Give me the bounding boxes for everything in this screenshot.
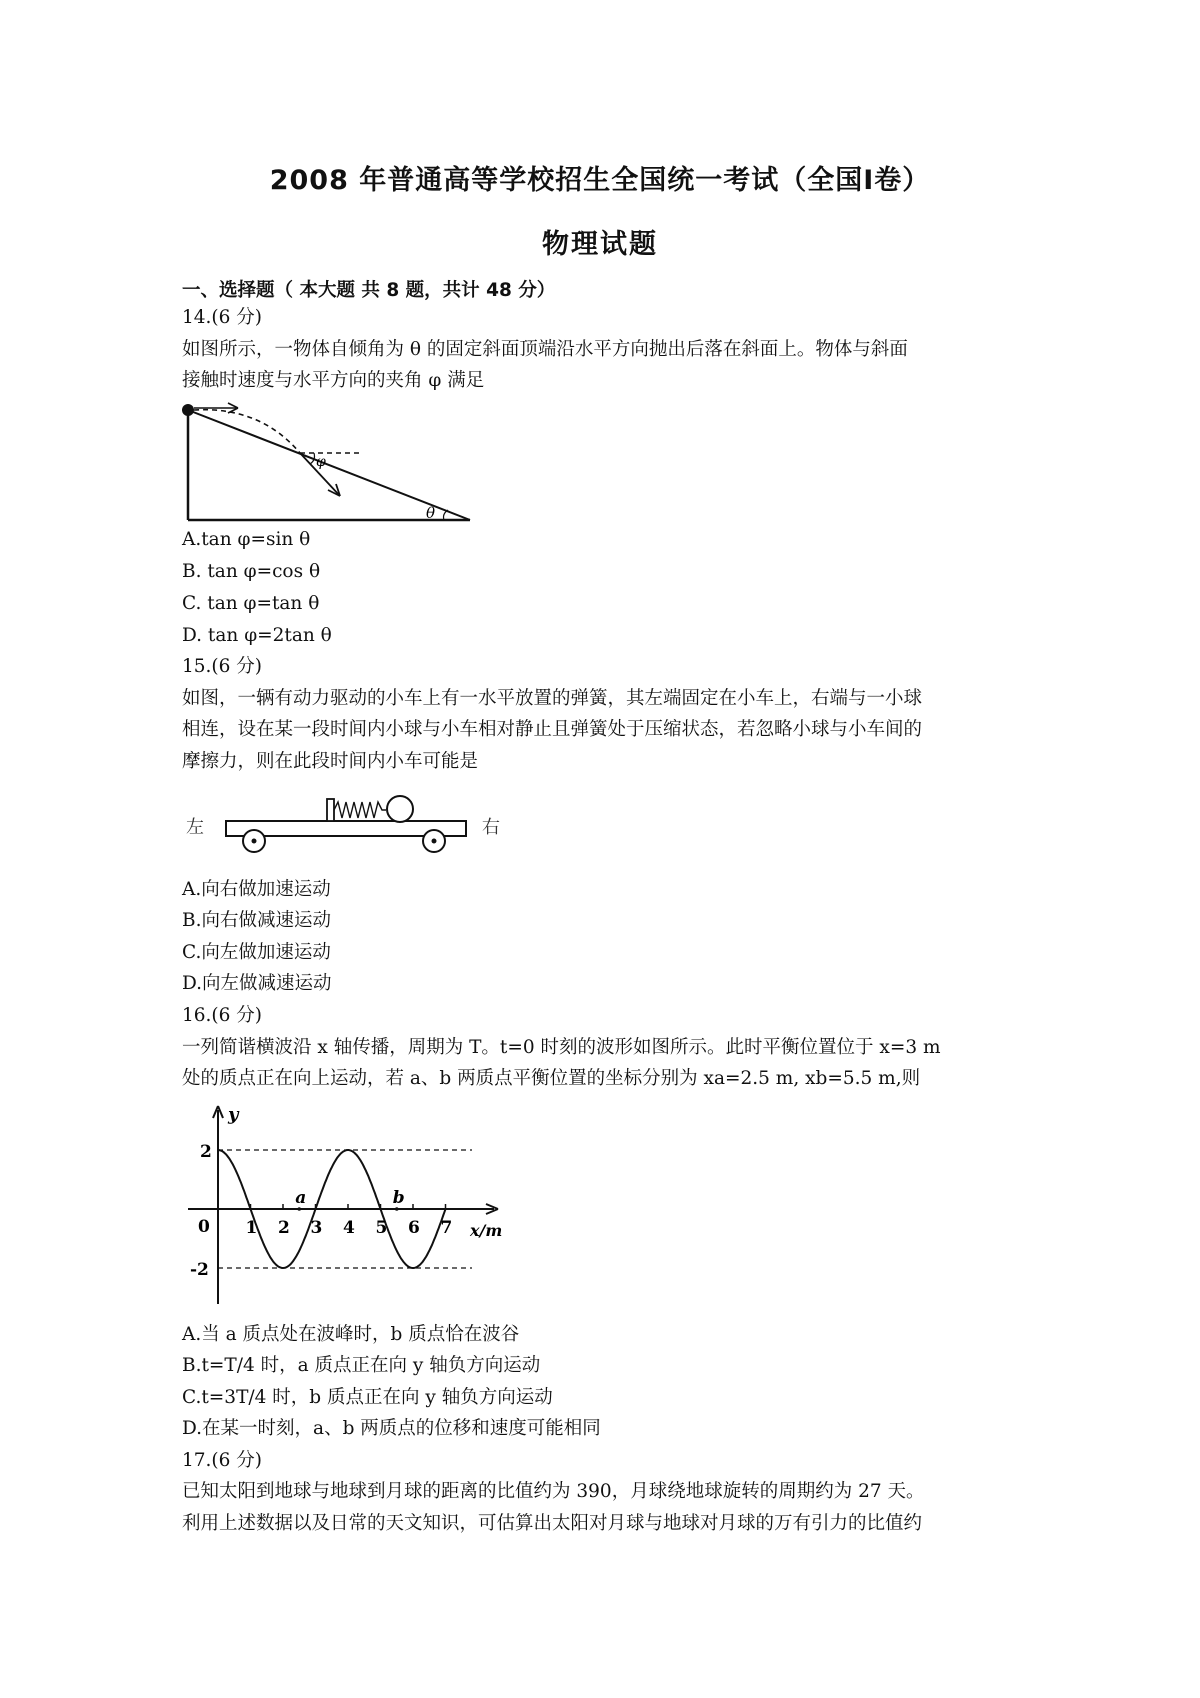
x-tick-label-5: 5 [375,1218,388,1238]
q15-label: 15.(6 分) [182,656,263,677]
q15-option-c: C.向左做加速运动 [182,942,331,963]
x-tick-label-1: 1 [245,1218,258,1238]
y-tick-2: 2 [200,1142,212,1162]
q17-stem-line-2: 利用上述数据以及日常的天文知识，可估算出太阳对月球与地球对月球的万有引力的比值约 [182,1513,923,1534]
q14-option-a: A.tan φ=sin θ [182,529,311,550]
q17-stem-line-1: 已知太阳到地球与地球到月球的距离的比值约为 390，月球绕地球旋转的周期约为 27 天。 [182,1481,925,1502]
q15-stem-line-3: 摩擦力，则在此段时间内小车可能是 [182,751,479,772]
left-direction-label: 左 [186,817,204,838]
q14-option-d: D. tan φ=2tan θ [182,625,332,646]
spring-wall [327,799,334,821]
q16-stem-line-2: 处的质点正在向上运动，若 a、b 两质点平衡位置的坐标分别为 xa=2.5 m, xb=5.5 m,则 [182,1068,921,1089]
x-tick-label-7: 7 [440,1218,453,1238]
point-a-label: a [295,1188,307,1208]
q14-stem-line-1: 如图所示，一物体自倾角为 θ 的固定斜面顶端沿水平方向抛出后落在斜面上。物体与斜面 [182,339,908,360]
q16-wave-figure [172,1098,517,1310]
q15-option-a: A.向右做加速运动 [182,879,331,900]
y-tick-neg2: -2 [190,1260,209,1280]
phi-angle-label: φ [316,454,326,470]
spring [334,802,386,818]
y-axis-label: y [228,1104,239,1125]
q15-stem-line-2: 相连，设在某一段时间内小球与小车相对静止且弹簧处于压缩状态，若忽略小球与小车间的 [182,719,923,740]
q15-stem-line-1: 如图，一辆有动力驱动的小车上有一水平放置的弹簧，其左端固定在小车上，右端与一小球 [182,688,923,709]
origin-label: 0 [198,1217,210,1237]
x-tick-label-3: 3 [310,1218,323,1238]
q15-option-b: B.向右做减速运动 [182,910,331,931]
q16-option-d: D.在某一时刻，a、b 两质点的位移和速度可能相同 [182,1418,601,1439]
small-ball [387,796,413,822]
q14-stem-line-2: 接触时速度与水平方向的夹角 φ 满足 [182,370,485,391]
x-axis-label: x/m [470,1221,503,1240]
q17-label: 17.(6 分) [182,1450,263,1471]
q15-option-d: D.向左做减速运动 [182,973,332,994]
x-tick-label-6: 6 [408,1218,420,1238]
q16-option-b: B.t=T/4 时，a 质点正在向 y 轴负方向运动 [182,1355,541,1376]
q16-stem-line-1: 一列简谐横波沿 x 轴传播，周期为 T。t=0 时刻的波形如图所示。此时平衡位置位于 x=3 m [182,1037,941,1058]
q14-incline-figure [182,398,482,528]
q16-option-a: A.当 a 质点处在波峰时，b 质点恰在波谷 [182,1324,520,1345]
q14-option-b: B. tan φ=cos θ [182,561,321,582]
projectile-ball [182,404,194,416]
x-tick-label-2: 2 [278,1218,290,1238]
page-title: 2008 年普通高等学校招生全国统一考试（全国Ⅰ卷） [269,165,931,196]
q16-label: 16.(6 分) [182,1005,263,1026]
right-direction-label: 右 [482,817,500,838]
page-subtitle: 物理试题 [542,229,658,260]
q16-option-c: C.t=3T/4 时，b 质点正在向 y 轴负方向运动 [182,1387,553,1408]
q14-option-c: C. tan φ=tan θ [182,593,320,614]
q14-label: 14.(6 分) [182,307,263,328]
q15-cart-figure [182,785,507,861]
section-heading: 一、选择题（ 本大题 共 8 题，共计 48 分） [182,280,556,301]
point-b-label: b [392,1188,405,1208]
theta-angle-label: θ [426,504,436,522]
x-tick-label-4: 4 [343,1218,355,1238]
